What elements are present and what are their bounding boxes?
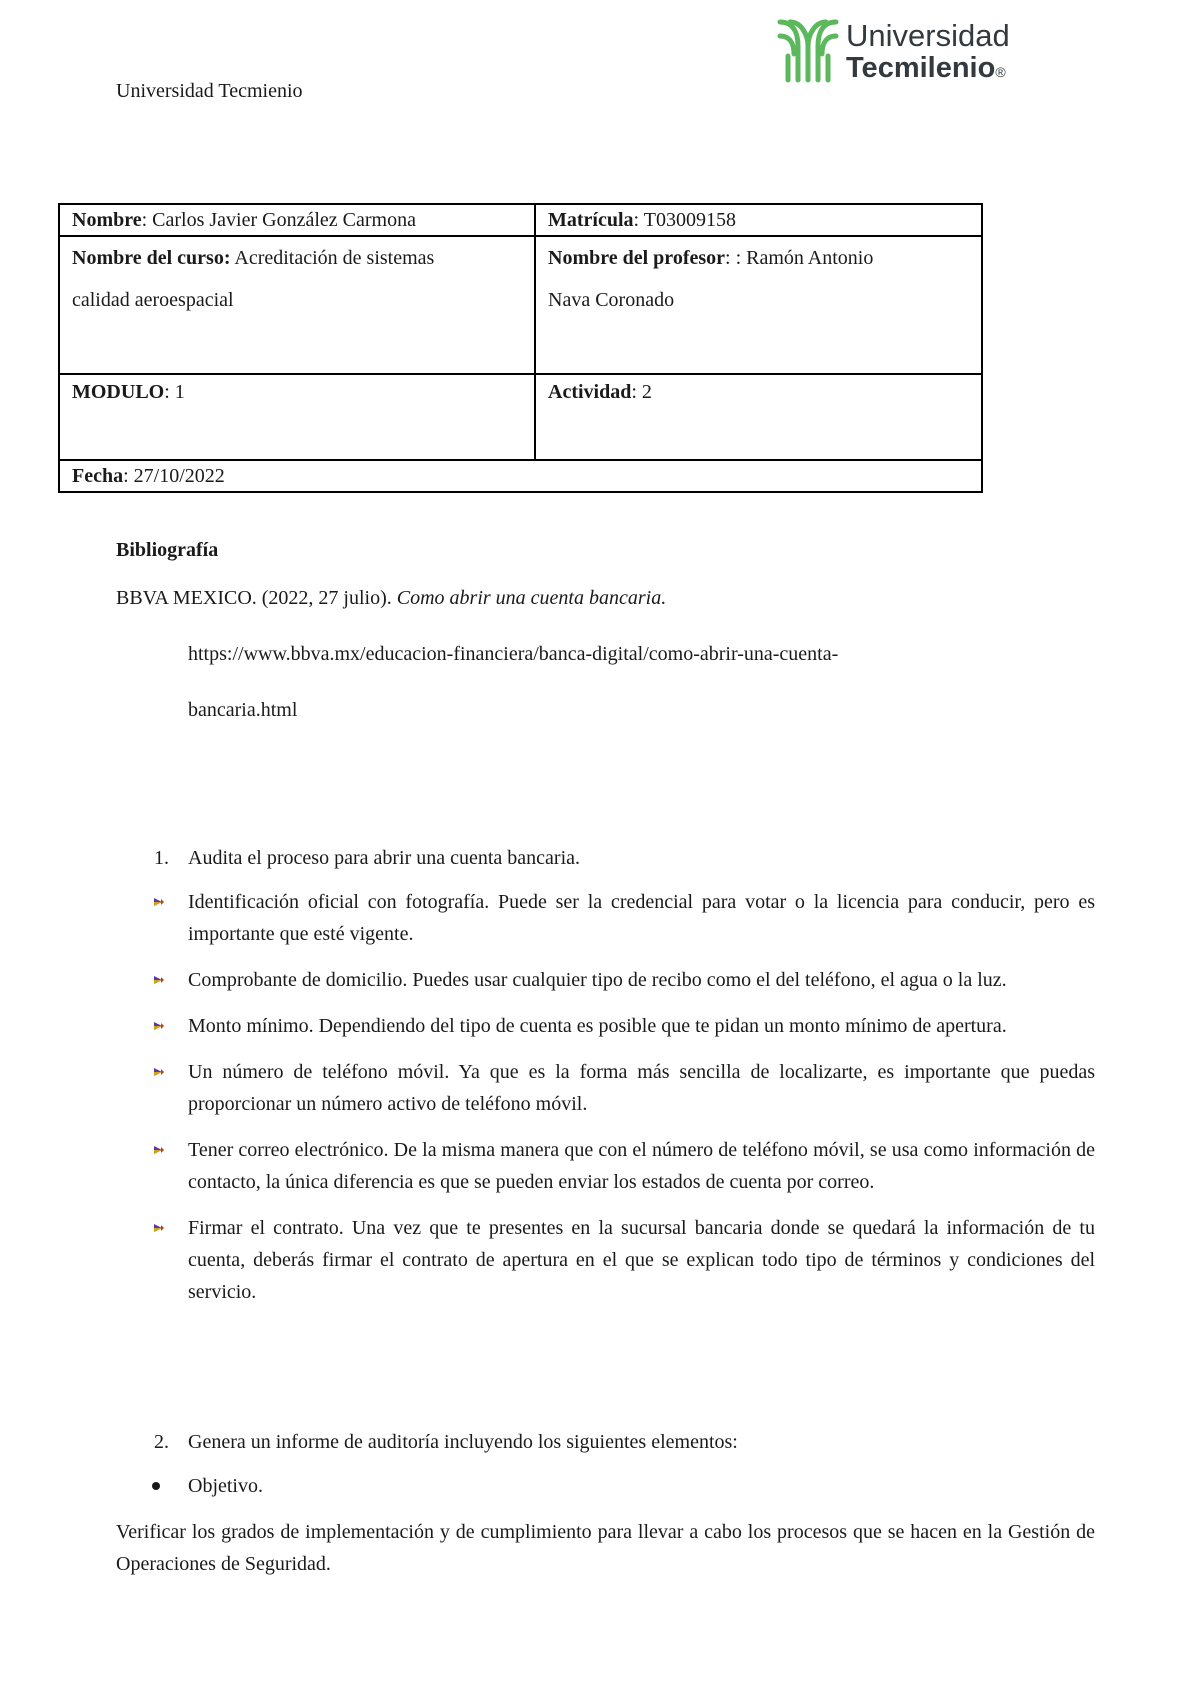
fecha-value: : 27/10/2022 <box>123 465 225 487</box>
profesor-cell <box>535 236 982 374</box>
table-row <box>59 460 982 492</box>
bibliography-title: Bibliografía <box>116 539 219 561</box>
curso-value-line1: Acreditación de sistemas <box>230 247 435 269</box>
tecmilenio-logo-icon <box>776 16 840 84</box>
actividad-cell <box>535 374 982 460</box>
fecha-cell <box>59 460 982 492</box>
student-info-table <box>58 203 983 493</box>
profesor-value-line2: Nava Coronado <box>548 289 675 311</box>
arrow-bullet-icon <box>152 1019 166 1033</box>
fecha-label: Fecha <box>72 465 124 487</box>
arrow-bullet-icon <box>152 895 166 909</box>
list-item <box>150 1212 1095 1308</box>
dot-item-text: Objetivo. <box>188 1475 263 1497</box>
list-item <box>150 886 1095 950</box>
arrow-bullet-icon <box>152 1221 166 1235</box>
modulo-value: : 1 <box>164 381 185 403</box>
curso-cell <box>59 236 535 374</box>
bibliography-url-line1: https://www.bbva.mx/educacion-financiera/banca-digital/como-abrir-una-cuenta- <box>188 643 839 665</box>
bullet-text: Tener correo electrónico. De la misma manera que con el número de teléfono móvil, se usa como información de contacto, la única diferencia es que se pueden enviar los estados de cuenta por correo. <box>188 1139 1095 1193</box>
modulo-label: MODULO <box>72 381 165 403</box>
arrow-bullet-icon <box>152 1143 166 1157</box>
bullet-text: Un número de teléfono móvil. Ya que es la forma más sencilla de localizarte, es importante que puedas proporcionar un número activo de teléfono móvil. <box>188 1061 1095 1115</box>
bullet-dot-icon <box>152 1482 160 1490</box>
matricula-label: Matrícula <box>548 209 634 231</box>
citation-italic-title: Como abrir una cuenta bancaria. <box>396 587 667 609</box>
objective-paragraph: Verificar los grados de implementación y de cumplimiento para llevar a cabo los procesos que se hacen en la Gestión de Operaciones de Seguridad. <box>116 1521 1095 1575</box>
actividad-value: : 2 <box>631 381 652 403</box>
modulo-cell <box>59 374 535 460</box>
profesor-label: Nombre del profesor <box>548 247 726 269</box>
bullet-text: Identificación oficial con fotografía. Puede ser la credencial para votar o la licencia para conducir, pero es importante que esté vigente. <box>188 891 1095 945</box>
list-item-text: Audita el proceso para abrir una cuenta bancaria. <box>188 847 581 869</box>
table-row <box>59 236 982 374</box>
bullet-text: Firmar el contrato. Una vez que te presentes en la sucursal bancaria donde se quedará la información de tu cuenta, deberás firmar el contrato de apertura en el que se explican todo tipo de términos y condiciones del servicio. <box>188 1217 1095 1303</box>
bullet-text: Monto mínimo. Dependiendo del tipo de cuenta es posible que te pidan un monto mínimo de apertura. <box>188 1015 1007 1037</box>
actividad-label: Actividad <box>548 381 632 403</box>
list-number: 1. <box>154 847 169 869</box>
tecmilenio-logo <box>776 16 1036 88</box>
list-item <box>150 1056 1095 1120</box>
list-item <box>150 1010 1095 1042</box>
matricula-cell <box>535 204 982 236</box>
list-item <box>150 964 1095 996</box>
nombre-label: Nombre <box>72 209 142 231</box>
profesor-value-line1: : : Ramón Antonio <box>725 247 874 269</box>
arrow-bullet-icon <box>152 1065 166 1079</box>
curso-label: Nombre del curso: <box>72 247 231 269</box>
header-university-text: Universidad Tecmienio <box>116 80 303 102</box>
arrow-bullet-icon <box>152 973 166 987</box>
logo-text-tecmilenio: Tecmilenio® <box>846 52 1006 84</box>
bibliography-citation <box>116 582 666 615</box>
logo-text-universidad: Universidad <box>846 18 1010 53</box>
bullet-text: Comprobante de domicilio. Puedes usar cualquier tipo de recibo como el del teléfono, el agua o la luz. <box>188 969 1007 991</box>
requirements-bullet-list <box>150 886 1095 1322</box>
nombre-value: : Carlos Javier González Carmona <box>141 209 416 231</box>
list-item-text: Genera un informe de auditoría incluyendo los siguientes elementos: <box>188 1431 738 1453</box>
curso-value-line2: calidad aeroespacial <box>72 289 234 311</box>
table-row <box>59 374 982 460</box>
matricula-value: : T03009158 <box>633 209 736 231</box>
nombre-cell <box>59 204 535 236</box>
table-row <box>59 204 982 236</box>
citation-plain: BBVA MEXICO. (2022, 27 julio). <box>116 587 397 609</box>
bibliography-url-line2: bancaria.html <box>188 699 298 721</box>
list-number: 2. <box>154 1431 169 1453</box>
list-item <box>150 1134 1095 1198</box>
